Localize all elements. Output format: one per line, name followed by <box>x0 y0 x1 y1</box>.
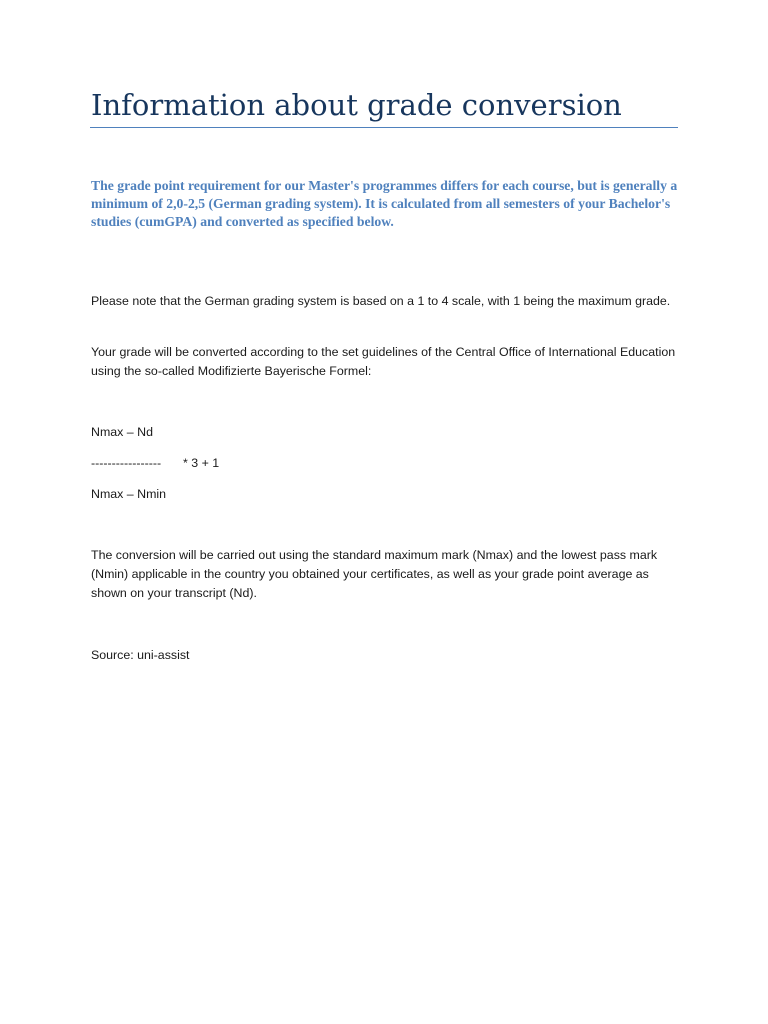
grading-scale-paragraph: Please note that the German grading system is based on a 1 to 4 scale, with 1 being the maximum grade. <box>91 294 671 308</box>
conversion-guidelines-paragraph: Your grade will be converted according to the set guidelines of the Central Office of International Education using the so-called Modifizierte Bayerische Formel: <box>91 345 676 378</box>
formula-multiplier: * 3 + 1 <box>183 456 220 470</box>
formula-numerator: Nmax – Nd <box>91 425 153 439</box>
page-title: Information about grade conversion <box>91 88 622 122</box>
conversion-note-paragraph: The conversion will be carried out using the standard maximum mark (Nmax) and the lowest pass mark (Nmin) applicable in the country you obtained your certificates, as well as your grade point average as shown on your transcript (Nd). <box>91 548 658 600</box>
formula-fraction-bar: ----------------- <box>91 456 162 470</box>
formula-fraction-line <box>91 454 681 473</box>
source-line: Source: uni-assist <box>91 648 190 662</box>
title-underline <box>90 127 678 128</box>
intro-paragraph: The grade point requirement for our Master's programmes differs for each course, but is generally a minimum of 2,0-2,5 (German grading system). It is calculated from all semesters of your Bachelor's studies (cumGPA) and converted as specified below. <box>91 178 678 229</box>
formula-denominator: Nmax – Nmin <box>91 487 167 501</box>
